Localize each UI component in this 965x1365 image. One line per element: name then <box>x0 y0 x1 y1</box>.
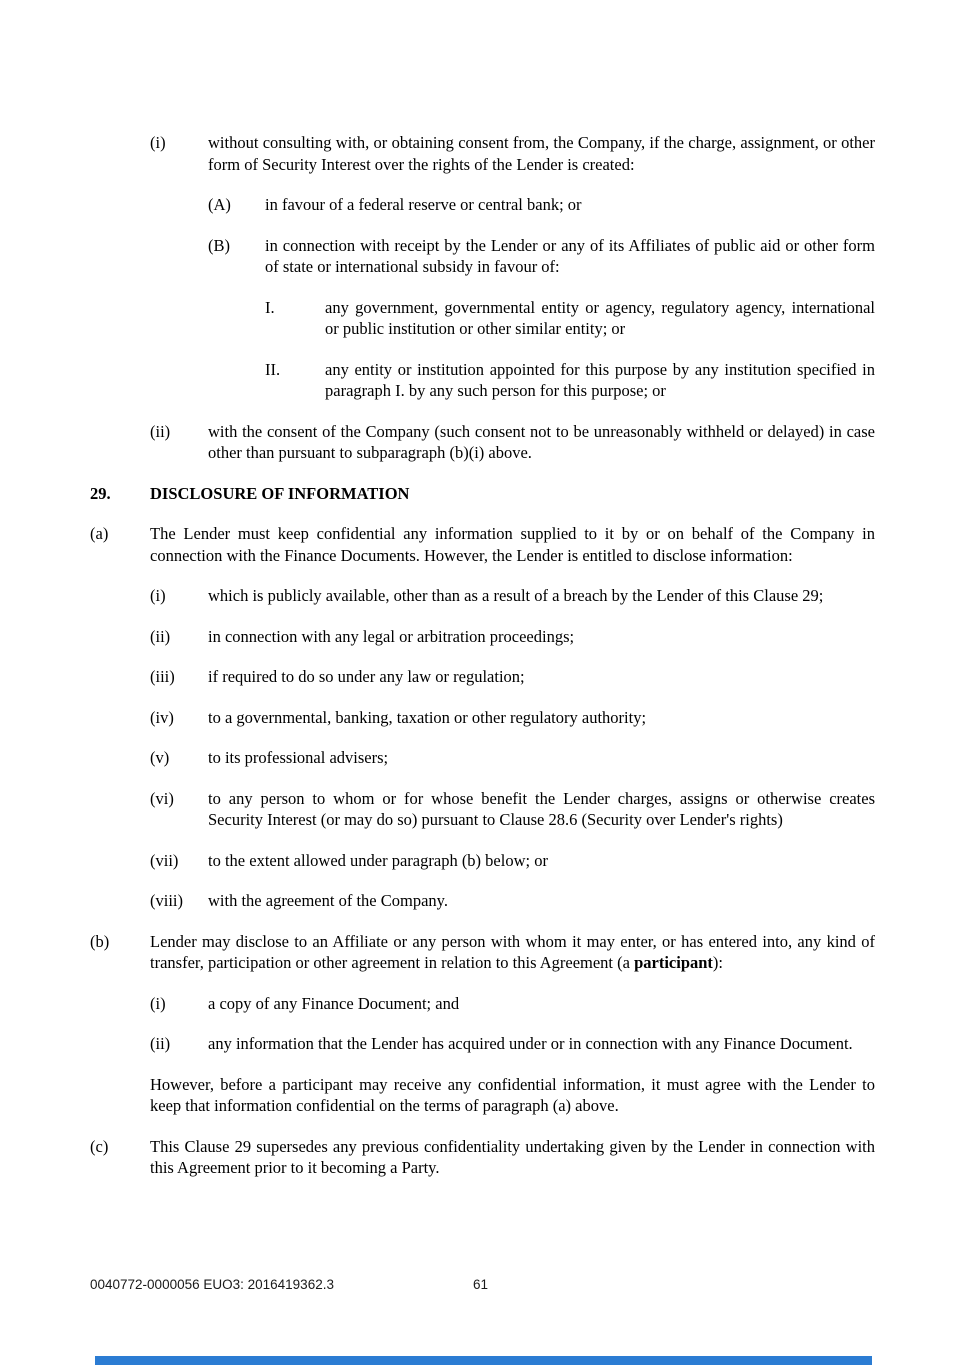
paragraph-label: II. <box>265 359 281 379</box>
page-number: 61 <box>473 1277 489 1292</box>
footer <box>90 1277 875 1292</box>
paragraph-label: (c) <box>90 1136 109 1156</box>
paragraph <box>90 1136 875 1179</box>
paragraph <box>90 890 875 912</box>
paragraph-text: in connection with any legal or arbitration proceedings; <box>208 626 575 646</box>
paragraph <box>90 747 875 769</box>
paragraph-label: (b) <box>90 931 110 951</box>
paragraph <box>90 1033 875 1055</box>
paragraph <box>90 235 875 278</box>
paragraph-label: (i) <box>150 586 166 605</box>
paragraph-text <box>150 931 875 974</box>
paragraph <box>90 132 875 175</box>
paragraph <box>90 297 875 340</box>
paragraph <box>90 707 875 729</box>
paragraph-text: The Lender must keep confidential any information supplied to it by or on behalf of the Company in connection with the Finance Documents. However, the Lender is entitled to disclose information: <box>150 524 875 565</box>
paragraph-text: with the agreement of the Company. <box>208 891 448 910</box>
paragraph-text: any government, governmental entity or agency, regulatory agency, international or public institution or other similar entity; or <box>325 297 875 338</box>
paragraph-text: any entity or institution appointed for this purpose by any institution specified in paragraph I. by any such person for this purpose; or <box>325 359 875 400</box>
paragraph-text: This Clause 29 supersedes any previous confidentiality undertaking given by the Lender in connection with this Agreement prior to it becoming a Party. <box>150 1136 875 1177</box>
bottom-accent-bar <box>95 1356 872 1365</box>
paragraph-label: (vii) <box>150 850 179 870</box>
paragraph-label: (ii) <box>150 626 171 646</box>
paragraph-text: to the extent allowed under paragraph (b) below; or <box>208 850 548 870</box>
paragraph-label: (iii) <box>150 667 175 686</box>
paragraph-text: in connection with receipt by the Lender or any of its Affiliates of public aid or other form of state or international subsidy in favour of: <box>265 235 875 276</box>
paragraph-text: with the consent of the Company (such consent not to be unreasonably withheld or delayed) in case other than pursuant to subparagraph (b)(i) above. <box>208 421 875 462</box>
paragraph <box>90 523 875 566</box>
paragraph-label: (A) <box>208 195 231 214</box>
section-heading <box>90 483 875 505</box>
paragraph <box>90 585 875 607</box>
paragraph <box>90 931 875 974</box>
paragraph-label: (vi) <box>150 788 174 808</box>
paragraph-text: However, before a participant may receive any confidential information, it must agree with the Lender to keep that information confidential on the terms of paragraph (a) above. <box>150 1074 875 1115</box>
paragraph-label: I. <box>265 297 275 317</box>
paragraph-label: 29. <box>90 483 111 503</box>
paragraph-text: DISCLOSURE OF INFORMATION <box>150 483 410 503</box>
paragraph <box>90 194 875 216</box>
paragraph <box>90 626 875 648</box>
paragraph-text: if required to do so under any law or regulation; <box>208 667 525 686</box>
paragraph-label: (ii) <box>150 1034 171 1053</box>
paragraph-label: (i) <box>150 993 166 1013</box>
paragraph-text: a copy of any Finance Document; and <box>208 993 460 1013</box>
paragraph-text: to a governmental, banking, taxation or other regulatory authority; <box>208 707 647 727</box>
defined-term: participant <box>634 953 713 972</box>
paragraph-label: (i) <box>150 133 166 152</box>
paragraph <box>90 993 875 1015</box>
document-body <box>90 132 875 1198</box>
paragraph <box>90 359 875 402</box>
paragraph-text: which is publicly available, other than as a result of a breach by the Lender of this Clause 29; <box>208 586 824 605</box>
paragraph <box>90 666 875 688</box>
footer-reference: 0040772-0000056 EUO3: 2016419362.3 <box>90 1277 334 1292</box>
paragraph <box>90 850 875 872</box>
paragraph <box>90 788 875 831</box>
paragraph-text: in favour of a federal reserve or central bank; or <box>265 195 582 214</box>
paragraph-text: any information that the Lender has acquired under or in connection with any Finance Document. <box>208 1034 853 1053</box>
paragraph-text-segment: Lender may disclose to an Affiliate or any person with whom it may enter, or has entered into, any kind of transfer, participation or other agreement in relation to this Agreement (a <box>150 931 875 972</box>
paragraph-label: (iv) <box>150 707 174 727</box>
paragraph-label: (a) <box>90 524 109 543</box>
paragraph-label: (v) <box>150 748 170 767</box>
paragraph <box>90 1074 875 1117</box>
paragraph-text: without consulting with, or obtaining consent from, the Company, if the charge, assignment, or other form of Security Interest over the rights of the Lender is created: <box>208 133 875 174</box>
paragraph-label: (viii) <box>150 891 183 910</box>
paragraph <box>90 421 875 464</box>
paragraph-text: to its professional advisers; <box>208 748 389 767</box>
paragraph-text-segment: ): <box>712 953 724 972</box>
paragraph-label: (B) <box>208 235 230 255</box>
paragraph-label: (ii) <box>150 421 171 441</box>
paragraph-text: to any person to whom or for whose benefit the Lender charges, assigns or otherwise creates Security Interest (or may do so) pursuant to Clause 28.6 (Security over Lender's rights) <box>208 788 875 829</box>
